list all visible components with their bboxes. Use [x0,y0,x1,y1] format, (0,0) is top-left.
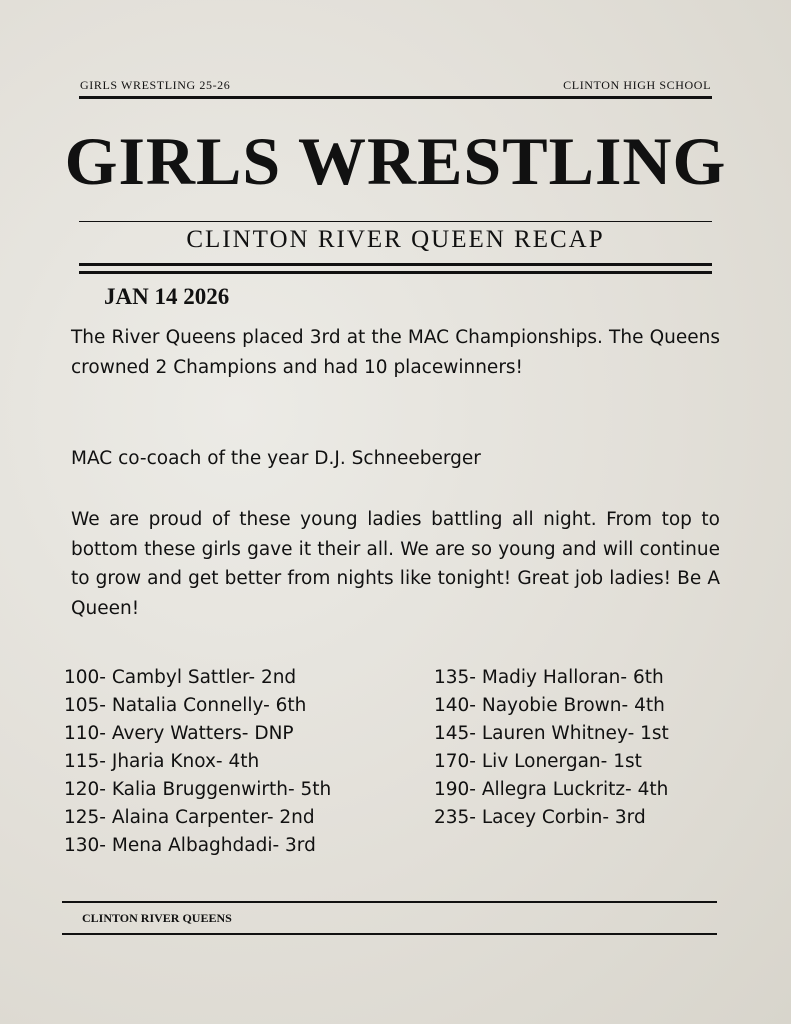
result-item: 140- Nayobie Brown- 4th [434,695,665,716]
result-item: 145- Lauren Whitney- 1st [434,723,669,744]
paragraph-results: The River Queens placed 3rd at the MAC Championships. The Queens crowned 2 Champions and had 10 placewinners! [71,327,720,378]
result-item: 115- Jharia Knox- 4th [64,751,260,772]
footer-text: CLINTON RIVER QUEENS [82,911,232,925]
result-item: 110- Avery Watters- DNP [64,723,294,744]
divider [79,263,712,266]
result-item: 170- Liv Lonergan- 1st [434,751,642,772]
result-item: 105- Natalia Connelly- 6th [64,695,307,716]
subtitle: CLINTON RIVER QUEEN RECAP [186,226,605,253]
header-left: GIRLS WRESTLING 25-26 [80,78,231,92]
result-item: 100- Cambyl Sattler- 2nd [64,667,297,688]
results-list-right [434,664,669,832]
header-right: CLINTON HIGH SCHOOL [563,78,711,92]
result-item: 235- Lacey Corbin- 3rd [434,807,646,828]
divider [79,221,712,222]
result-item: 190- Allegra Luckritz- 4th [434,779,669,800]
page-title: GIRLS WRESTLING [64,123,727,199]
results-list-left [64,664,331,860]
paragraph-coach: MAC co-coach of the year D.J. Schneeberger [71,448,481,469]
result-item: 120- Kalia Bruggenwirth- 5th [64,779,332,800]
divider [79,96,712,99]
divider [79,271,712,274]
divider [62,901,717,903]
divider [62,933,717,935]
result-item: 135- Madiy Halloran- 6th [434,667,664,688]
date: JAN 14 2026 [104,284,230,309]
result-item: 125- Alaina Carpenter- 2nd [64,807,315,828]
paragraph-proud: We are proud of these young ladies battling all night. From top to bottom these girls gave it their all. We are so young and will continue to grow and get better from nights like tonight! Great job ladies! Be A Queen! [71,509,720,619]
result-item: 130- Mena Albaghdadi- 3rd [64,835,316,856]
